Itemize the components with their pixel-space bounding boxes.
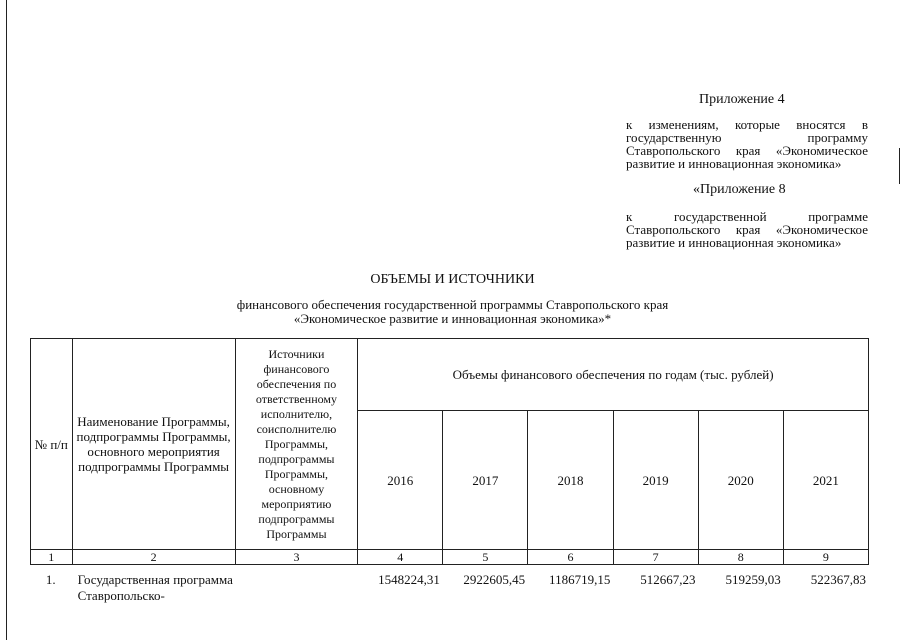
- index-cell: 1: [31, 550, 73, 565]
- index-cell: 9: [783, 550, 868, 565]
- appendix-text: к изменениям, которые вносятся в государственную программу Ставропольского края «Экономическое развитие и инновационная экономика»: [626, 117, 868, 171]
- document-title: ОБЪЕМЫ И ИСТОЧНИКИ: [370, 272, 535, 287]
- header-year: 2016: [358, 411, 443, 550]
- index-cell: 4: [358, 550, 443, 565]
- header-year: 2021: [783, 411, 868, 550]
- row-value: 512667,23: [640, 572, 696, 587]
- page-edge-right: [899, 148, 900, 184]
- row-name-line: Государственная программа: [77, 572, 233, 587]
- row-source: [235, 572, 358, 604]
- header-year: 2017: [443, 411, 528, 550]
- row-value: 2922605,45: [463, 572, 526, 587]
- header-num: № п/п: [31, 339, 73, 550]
- index-cell: 7: [613, 550, 698, 565]
- appendix2-text: к государственной программе Ставропольского края «Экономическое развитие и инновационная экономика»: [626, 209, 868, 250]
- index-cell: 6: [528, 550, 613, 565]
- header-source: Источники финансового обеспечения по ответственному исполнителю, соисполнителю Программы, подпрограммы Программы, основному мероприятию подпрограммы Программы: [235, 339, 358, 550]
- financing-table: [30, 338, 869, 565]
- header-year: 2020: [698, 411, 783, 550]
- index-cell: 2: [72, 550, 235, 565]
- appendix-title: Приложение 4: [699, 92, 785, 107]
- header-year: 2019: [613, 411, 698, 550]
- row-value: 1186719,15: [549, 572, 611, 587]
- row-value: 519259,03: [725, 572, 781, 587]
- row-num: 1.: [45, 572, 56, 587]
- index-cell: 8: [698, 550, 783, 565]
- document-subtitle-1: финансового обеспечения государственной программы Ставропольского края: [236, 297, 669, 312]
- table-row: [30, 572, 869, 604]
- header-name: Наименование Программы, подпрограммы Программы, основного мероприятия подпрограммы Программы: [72, 339, 235, 550]
- row-value: 1548224,31: [378, 572, 440, 587]
- row-value: 522367,83: [810, 572, 866, 587]
- table-index-row: [31, 550, 869, 565]
- table-body: [30, 572, 869, 604]
- appendix2-title: «Приложение 8: [693, 182, 786, 197]
- table-header-row: [31, 339, 869, 411]
- row-name: [72, 572, 235, 604]
- header-year: 2018: [528, 411, 613, 550]
- index-cell: 3: [235, 550, 358, 565]
- document-subtitle-2: «Экономическое развитие и инновационная экономика»*: [293, 311, 612, 326]
- header-volumes: Объемы финансового обеспечения по годам (тыс. рублей): [358, 339, 869, 411]
- index-cell: 5: [443, 550, 528, 565]
- row-name-line: Ставропольско-: [77, 588, 165, 603]
